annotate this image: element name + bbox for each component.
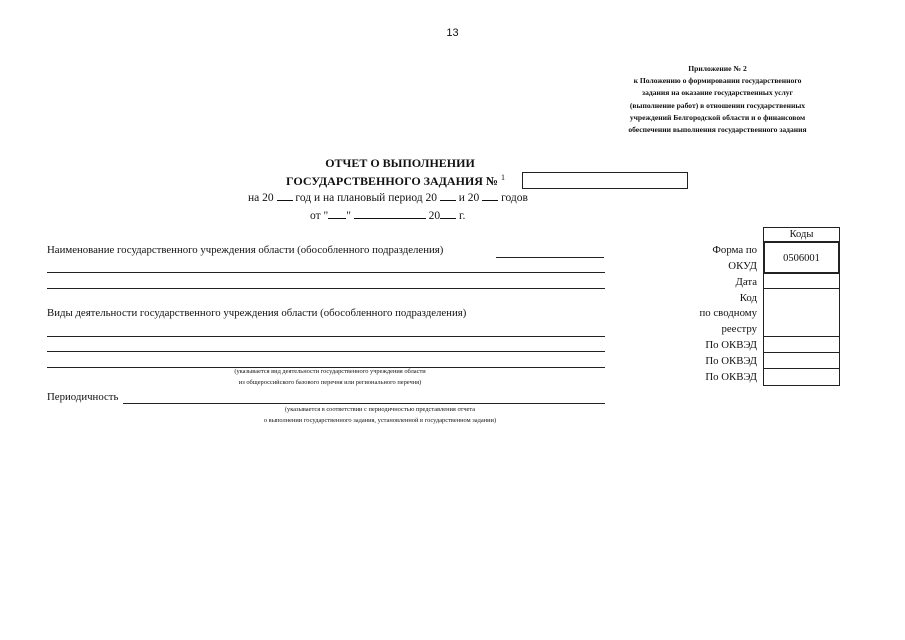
activity-note xyxy=(130,367,530,388)
date-cell[interactable] xyxy=(763,273,840,289)
date-text-3: 20 xyxy=(428,210,441,222)
activity-note-line: (указывается вид деятельности государственного учреждения области xyxy=(234,368,426,375)
day-blank[interactable] xyxy=(328,208,346,219)
appendix-line: к Положению о формировании государственного xyxy=(633,76,802,86)
appendix-line: задания на оказание государственных услуг xyxy=(642,88,793,98)
period-text-1: на 20 xyxy=(248,192,274,204)
period-text-3: и 20 xyxy=(458,192,480,204)
year-blank-2[interactable] xyxy=(440,190,456,201)
activity-label: Виды деятельности государственного учреждения области (обособленного подразделения) xyxy=(47,307,467,319)
registry-label: Код xyxy=(739,292,757,304)
okved-label: По ОКВЭД xyxy=(705,355,757,367)
appendix-line: Приложение № 2 xyxy=(688,64,747,73)
codes-table xyxy=(763,227,840,386)
periodicity-label: Периодичность xyxy=(47,391,119,403)
date-text-2: " xyxy=(346,210,351,222)
page-number: 13 xyxy=(446,27,459,39)
periodicity-note xyxy=(120,405,640,426)
date-line xyxy=(310,208,465,222)
period-line xyxy=(248,190,528,204)
report-number-field[interactable] xyxy=(522,172,688,189)
institution-field-line[interactable] xyxy=(47,288,605,289)
report-subtitle-text: ГОСУДАРСТВЕННОГО ЗАДАНИЯ № xyxy=(286,174,498,188)
okved-cell-3[interactable] xyxy=(763,368,840,386)
periodicity-note-line: (указывается в соответствии с периодичностью представления отчета xyxy=(284,406,476,413)
appendix-line: обеспечении выполнения государственного задания xyxy=(628,125,807,135)
okud-code-cell: 0506001 xyxy=(763,241,840,274)
registry-label: реестру xyxy=(721,323,757,335)
okved-label: По ОКВЭД xyxy=(705,339,757,351)
report-title: ОТЧЕТ О ВЫПОЛНЕНИИ xyxy=(325,156,475,170)
year-blank-1[interactable] xyxy=(277,190,293,201)
appendix-heading xyxy=(590,63,845,136)
footnote-mark: 1 xyxy=(500,173,505,182)
report-subtitle xyxy=(286,173,505,189)
period-text-2: год и на плановый период 20 xyxy=(295,192,438,204)
institution-field-line[interactable] xyxy=(496,257,604,258)
year-blank-3[interactable] xyxy=(482,190,498,201)
date-label: Дата xyxy=(735,276,757,288)
institution-field-line[interactable] xyxy=(47,272,605,273)
activity-note-line: из общероссийского базового перечня или регионального перечня) xyxy=(238,378,422,386)
period-text-4: годов xyxy=(501,192,528,204)
appendix-line: учреждений Белгородской области и о финансовом xyxy=(629,112,806,122)
okved-cell-2[interactable] xyxy=(763,352,840,369)
periodicity-note-line: о выполнении государственного задания, установленной в государственном задании) xyxy=(263,416,497,424)
year-blank-4[interactable] xyxy=(440,208,456,219)
activity-field-line[interactable] xyxy=(47,351,605,352)
institution-label: Наименование государственного учреждения области (обособленного подразделения) xyxy=(47,244,444,256)
activity-field-line[interactable] xyxy=(47,336,605,337)
okved-label: По ОКВЭД xyxy=(705,371,757,383)
date-text-1: от " xyxy=(310,210,329,222)
month-blank[interactable] xyxy=(354,208,426,219)
date-text-4: г. xyxy=(459,210,466,222)
appendix-line: (выполнение работ) в отношении государственных xyxy=(629,100,806,110)
okved-cell-1[interactable] xyxy=(763,336,840,353)
registry-label: по сводному xyxy=(699,307,757,319)
periodicity-field-line[interactable] xyxy=(123,403,605,404)
okud-label: Форма по xyxy=(712,244,757,256)
codes-header: Коды xyxy=(763,227,840,242)
okud-label: ОКУД xyxy=(728,260,757,272)
registry-code-cell[interactable] xyxy=(763,288,840,337)
